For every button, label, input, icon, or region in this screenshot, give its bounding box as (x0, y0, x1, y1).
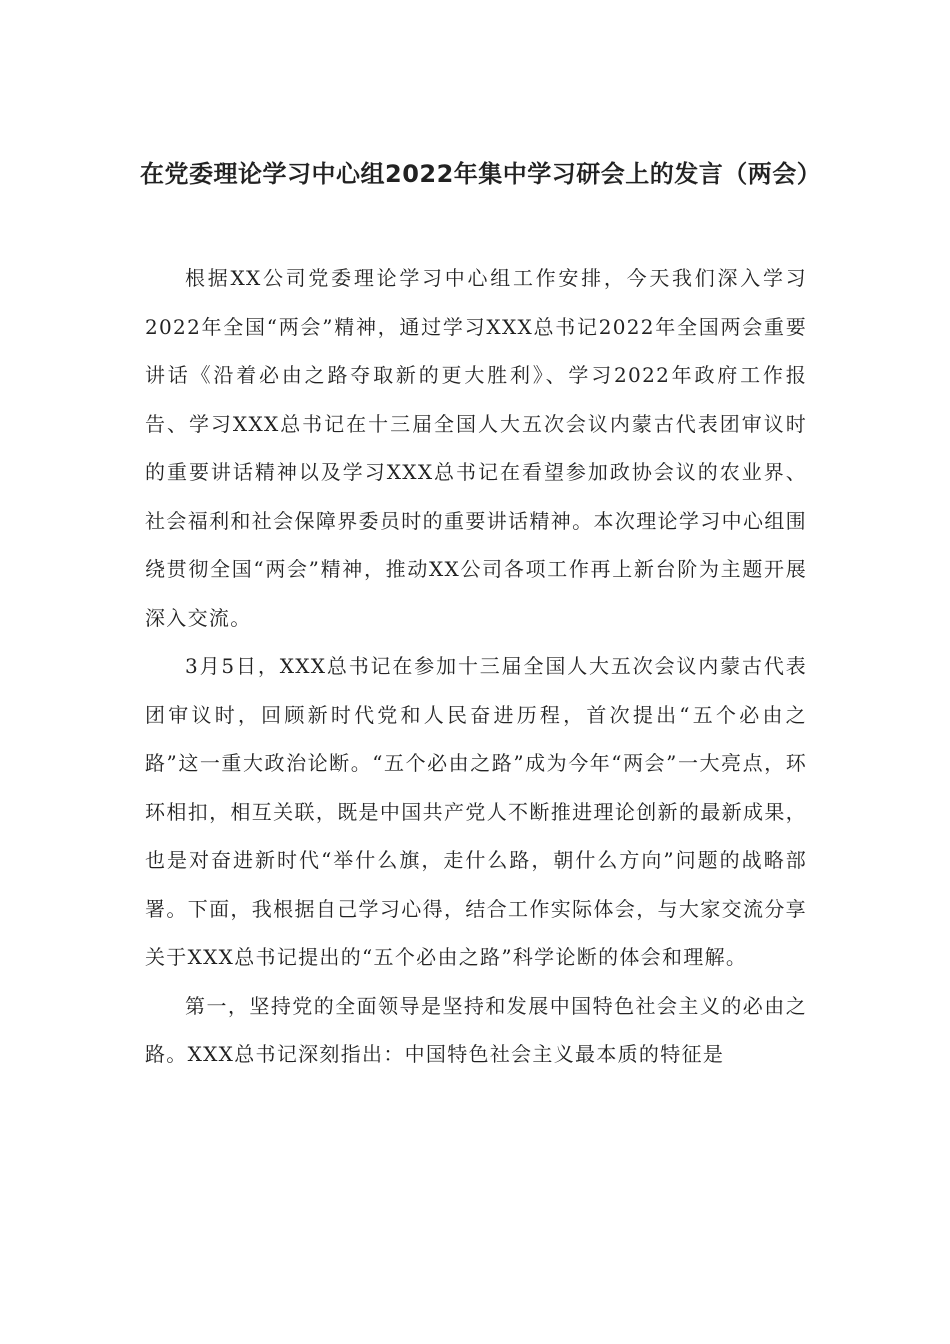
document-body (145, 254, 807, 1079)
document-title: 在党委理论学习中心组2022年集中学习研会上的发言（两会） (140, 160, 822, 188)
paragraph-3: 第一，坚持党的全面领导是坚持和发展中国特色社会主义的必由之路。XXX总书记深刻指出：中国特色社会主义最本质的特征是 (145, 993, 807, 1066)
paragraph-1: 根据XX公司党委理论学习中心组工作安排，今天我们深入学习2022年全国“两会”精神，通过学习XXX总书记2022年全国两会重要讲话《沿着必由之路夺取新的更大胜利》、学习2022年政府工作报告、学习XXX总书记在十三届全国人大五次会议内蒙古代表团审议时的重要讲话精神以及学习XXX总书记在看望参加政协会议的农业界、社会福利和社会保障界委员时的重要讲话精神。本次理论学习中心组围绕贯彻全国“两会”精神，推动XX公司各项工作再上新台阶为主题开展深入交流。 (145, 266, 807, 630)
paragraph-2: 3月5日，XXX总书记在参加十三届全国人大五次会议内蒙古代表团审议时，回顾新时代党和人民奋进历程，首次提出“五个必由之路”这一重大政治论断。“五个必由之路”成为今年“两会”一大亮点，环环相扣，相互关联，既是中国共产党人不断推进理论创新的最新成果，也是对奋进新时代“举什么旗，走什么路，朝什么方向”问题的战略部署。下面，我根据自己学习心得，结合工作实际体会，与大家交流分享关于XXX总书记提出的“五个必由之路”科学论断的体会和理解。 (145, 654, 807, 969)
